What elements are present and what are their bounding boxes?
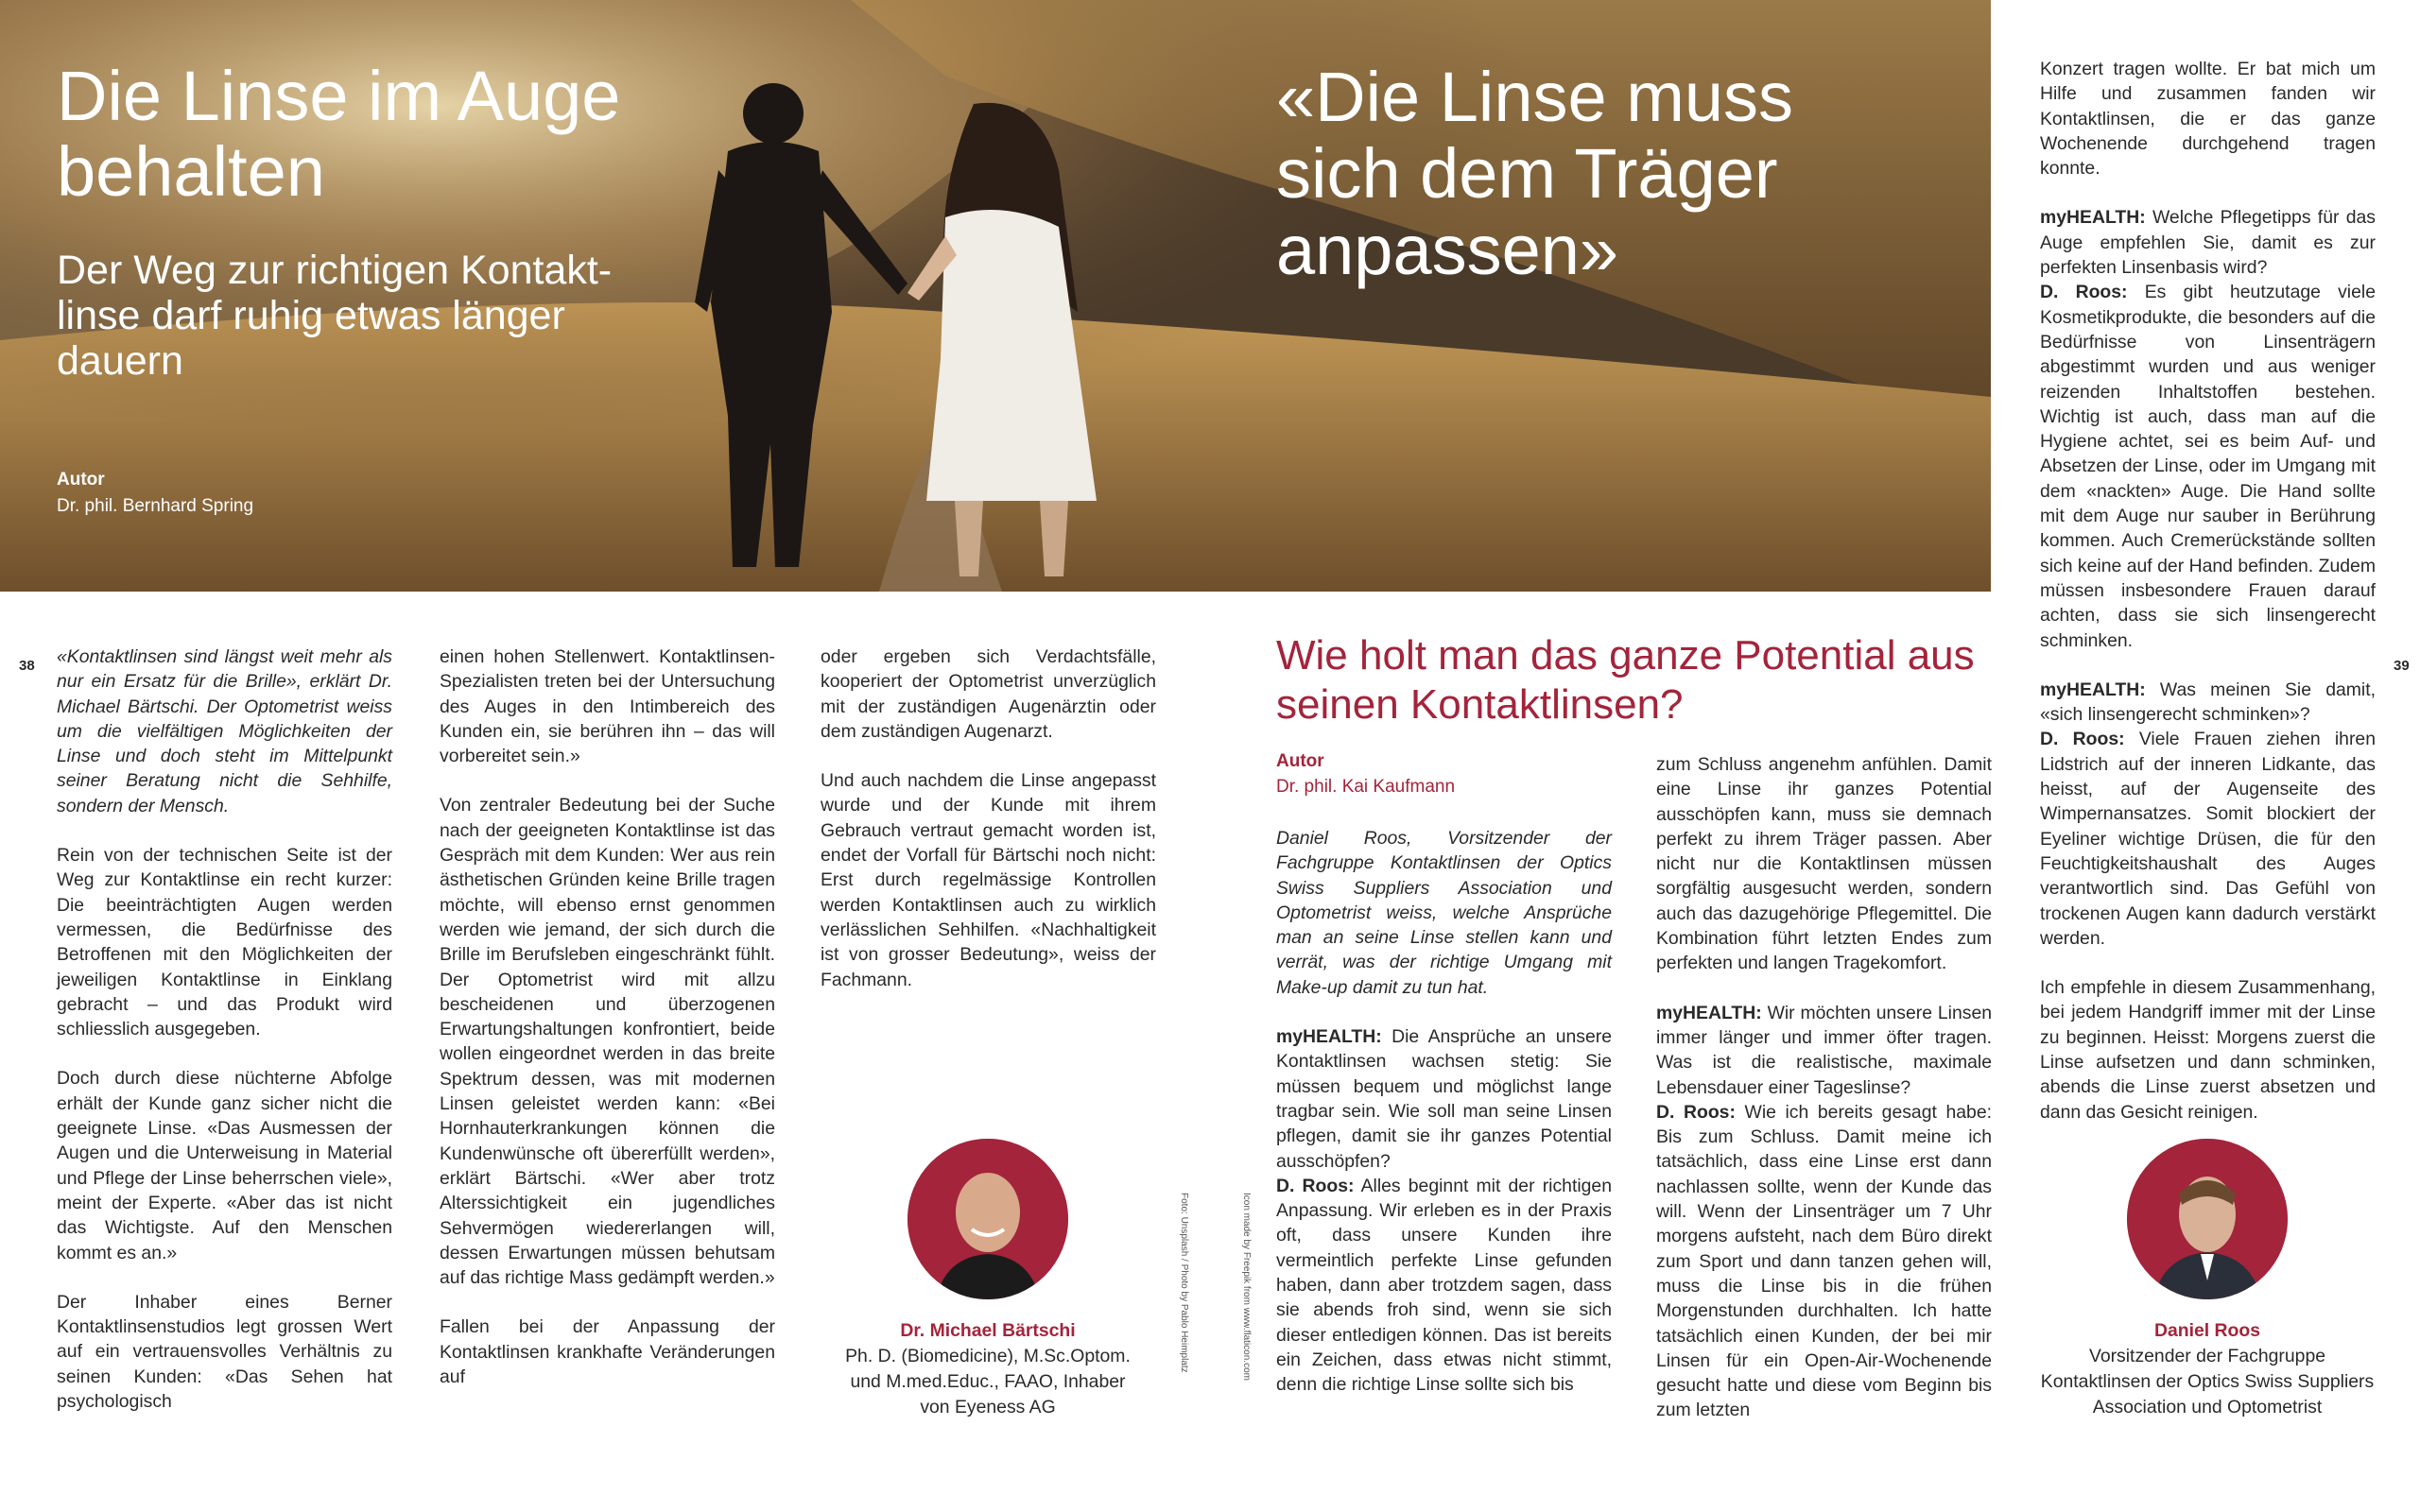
page-number-right: 39 — [2394, 658, 2410, 674]
answer-3: D. Roos: Es gibt heutzutage viele Kosmetikprodukte, die besonders auf die Bedürfnisse von Linsenträgern abgestimmt wurden und aus weniger reizenden Inhaltstoffen bestehen. Wichtig ist auch, dass man auf die Hygiene achtet, sei es beim Auf- und Absetzen der Linse, oder im Umgang mit dem «nackten» Auge. Die Hand sollte mit dem Auge nur sauber in Berührung kommen. Auch Cremerückstände sollten sich keine auf der Hand befinden. Zudem müssen insbesondere Frauen darauf achten, dass sie sich linsengerecht schminken. — [2040, 282, 2376, 651]
question-1: myHEALTH: Die Ansprüche an unsere Kontaktlinsen wachsen stetig: Sie müssen bequem und möglichst lange tragbar sein. Wie soll man seine Linsen pflegen, damit sie ihr ganzes Potential ausschöpfen? — [1276, 1026, 1613, 1172]
paragraph: Von zentraler Bedeutung bei der Suche nach der geeigneten Kontaktlinse ist das Gespräch mit dem Kunden: Wer aus rein ästhetischen Gründen keine Brille tragen möchte, will ebenso ernst genommen werden wie jemand, der sich durch die Brille im Berufsleben eingeschränkt fühlt. Der Optometrist wird mit allzu bescheidenen und überzogenen Erwartungshaltungen konfrontiert, beide wollen eingeordnet werden in das breite Spektrum dessen, was mit modernen Linsen geleistet werden kann: «Bei Hornhauterkrankungen können die Kundenwünsche oft übererfüllt werden», erklärt Bärtschi. «Wer aber trotz Alterssichtigkeit ein jugendliches Sehvermögen wiedererlangen will, dessen Erwartungen müssen behutsam auf das richtige Mass gedämpft werden.» — [440, 795, 775, 1289]
paragraph: Doch durch diese nüchterne Abfolge erhält der Kunde ganz sicher nicht die geeignete Linse. «Das Ausmessen der Augen und die Unterweisung in Material und Pflege der Linse beherrschen viele», meint der Experte. «Aber das ist nicht das Wichtigste. Auf den Menschen kommt es an.» — [57, 1068, 392, 1263]
paragraph: zum Schluss angenehm anfühlen. Damit eine Linse ihr ganzes Potential ausschöpfen kann, muss sie demnach perfekt zu ihrem Träger passen. Aber nicht nur die Kontaktlinsen müssen sorgfältig ausgesucht werden, sondern auch das dazugehörige Pflegemittel. Die Kombination führt letzten Endes zum perfekten und langen Tragekomfort. — [1656, 754, 1992, 974]
portrait-image — [908, 1139, 1068, 1299]
interview-author — [1276, 748, 1455, 799]
paragraph: Und auch nachdem die Linse angepasst wurde und der Kunde mit ihrem Gebrauch vertraut gemacht worden ist, endet der Vorfall für Bärtschi noch nicht: Erst durch regelmässige Kontrollen werden Kontaktlinsen auch zu wirklich verlässlichen Sehhilfen. «Nachhaltigkeit ist von grosser Bedeutung», weiss der Fachmann. — [821, 770, 1156, 990]
left-article-column-3 — [821, 644, 1156, 1017]
hero-author-label: Autor — [57, 470, 105, 490]
interview-author-label: Autor — [1276, 751, 1324, 771]
answer-4: D. Roos: Viele Frauen ziehen ihren Lidstrich auf der inneren Lidkante, das heisst, auf der Augenseite des Wimpernansatzes. Somit blockiert der Eyeliner wichtige Drüsen, die für den Feuchtigkeitshaushalt des Auges verantwortlich sind. Das Gefühl von trockenen Augen kann dadurch verstärkt werden. — [2040, 729, 2376, 949]
portrait-daniel-roos — [2127, 1139, 2288, 1299]
paragraph: Der Inhaber eines Berner Kontaktlinsenstudios legt grossen Wert auf ein vertrauensvolles Verhältnis zu seinen Kunden: «Das Sehen hat psychologisch — [57, 1291, 392, 1413]
interview-title: Wie holt man das ganze Potential aus seinen Kontaktlinsen? — [1276, 632, 1975, 728]
interview-intro: Daniel Roos, Vorsitzender der Fachgruppe Kontaktlinsen der Optics Swiss Suppliers Association und Optometrist weiss, welche Ansprüche man an seine Linse stellen kann und verrät, was der richtige Umgang mit Make-up damit zu tun hat. — [1276, 828, 1612, 998]
question-3: myHEALTH: Welche Pflegetipps für das Auge empfehlen Sie, damit es zur perfekten Linsenbasis wird? — [2040, 207, 2376, 279]
lead-paragraph: «Kontaktlinsen sind längst weit mehr als nur ein Ersatz für die Brille», erklärt Dr. Michael Bärtschi. Der Optometrist weiss um die vielfältigen Möglichkeiten der Linse und doch steht im Mittelpunkt seiner Beratung nicht die Sehhilfe, sondern der Mensch. — [57, 646, 392, 816]
portrait-credentials: Ph. D. (Biomedicine), M.Sc.Optom. und M.med.Educ., FAAO, Inhaber von Eyeness AG — [845, 1346, 1131, 1418]
page-number-left: 38 — [19, 658, 35, 674]
interview-author-name: Dr. phil. Kai Kaufmann — [1276, 777, 1456, 797]
portrait-image — [2127, 1139, 2288, 1299]
photo-credit: Foto: Unsplash / Photo by Pablo Heimplatz — [1179, 1193, 1189, 1373]
paragraph: Fallen bei der Anpassung der Kontaktlinsen krankhafte Veränderungen auf — [440, 1316, 775, 1388]
article-subtitle: Der Weg zur richtigen Kontaktlinse darf ruhig etwas länger dauern — [57, 248, 613, 384]
interview-column-1 — [1276, 826, 1612, 1398]
left-article-column-1 — [57, 644, 392, 1438]
portrait-name: Dr. Michael Bärtschi — [900, 1320, 1076, 1341]
interview-column-3 — [2040, 57, 2376, 1149]
hero-author-name: Dr. phil. Bernhard Spring — [57, 496, 254, 516]
pull-quote: «Die Linse muss sich dem Träger anpassen» — [1276, 58, 1794, 289]
portrait-caption-baertschi — [841, 1318, 1134, 1420]
portrait-caption-roos — [2032, 1318, 2382, 1420]
portrait-name: Daniel Roos — [2153, 1320, 2261, 1341]
left-article-column-2 — [440, 644, 775, 1414]
paragraph: Rein von der technischen Seite ist der Weg zur Kontaktlinse ein recht kurzer: Die beeinträchtigten Augen werden vermessen, die Bedürfnisse des Betroffenen mit den Möglichkeiten der jeweiligen Kontaktlinse in Einklang gebracht – und das Produkt wird schliesslich ausgegeben. — [57, 845, 392, 1040]
portrait-credentials: Vorsitzender der Fachgruppe Kontaktlinsen der Optics Swiss Suppliers Association und Optometrist — [2040, 1346, 2375, 1418]
interview-column-2 — [1656, 752, 1992, 1423]
icon-credit: Icon made by Freepik from www.flaticon.com — [1241, 1193, 1252, 1381]
paragraph: Konzert tragen wollte. Er bat mich um Hilfe und zusammen fanden wir Kontaktlinsen, die er das ganze Wochenende durchgehend tragen konnte. — [2040, 59, 2376, 180]
paragraph: oder ergeben sich Verdachtsfälle, kooperiert der Optometrist unverzüglich mit der zuständigen Augenärztin oder dem zuständigen Augenarzt. — [821, 646, 1156, 742]
answer-2: D. Roos: Wie ich bereits gesagt habe: Bis zum Schluss. Damit meine ich tatsächlich, dass eine Linse erst dann nachlassen sollte, wenn der Kunde das will. Wenn der Linsenträger um 7 Uhr morgens aufsteht, nach dem Büro direkt zum Sport und dann tanzen gehen will, muss die Linse bis in die frühen Morgenstunden durchhalten. Ich hatte tatsächlich einen Kunden, der bei mir Linsen für ein Open-Air-Wochenende gesucht hatte und diese vom Beginn bis zum letzten — [1656, 1101, 1992, 1421]
paragraph: Ich empfehle in diesem Zusammenhang, bei jedem Handgriff immer mit der Linse zu beginnen. Heisst: Morgens zuerst die Linse aufsetzen und dann schminken, abends die Linse zuerst absetzen und dann das Gesicht reinigen. — [2040, 977, 2376, 1123]
question-2: myHEALTH: Wir möchten unsere Linsen immer länger und immer öfter tragen. Was ist die realistische, maximale Lebensdauer einer Tageslinse? — [1656, 1002, 1993, 1098]
answer-1: D. Roos: Alles beginnt mit der richtigen Anpassung. Wir erleben es in der Praxis oft, dass unsere Kunden ihre vermeintlich perfekte Linse gefunden haben, dann aber trotzdem sagen, dass sie abends froh sind, wenn sie sich dieser entledigen können. Das ist bereits ein Zeichen, dass etwas nicht stimmt, denn die richtige Linse sollte sich bis — [1276, 1175, 1612, 1396]
paragraph: einen hohen Stellenwert. Kontaktlinsen-Spezialisten treten bei der Untersuchung des Auges in den Intimbereich des Kunden ein, sie berühren ihn – das will vorbereitet sein.» — [440, 646, 775, 767]
portrait-michael-baertschi — [908, 1139, 1068, 1299]
hero-author — [57, 467, 253, 520]
article-title: Die Linse im Auge behalten — [57, 57, 621, 211]
question-4: myHEALTH: Was meinen Sie damit, «sich linsengerecht schminken»? — [2040, 679, 2377, 726]
